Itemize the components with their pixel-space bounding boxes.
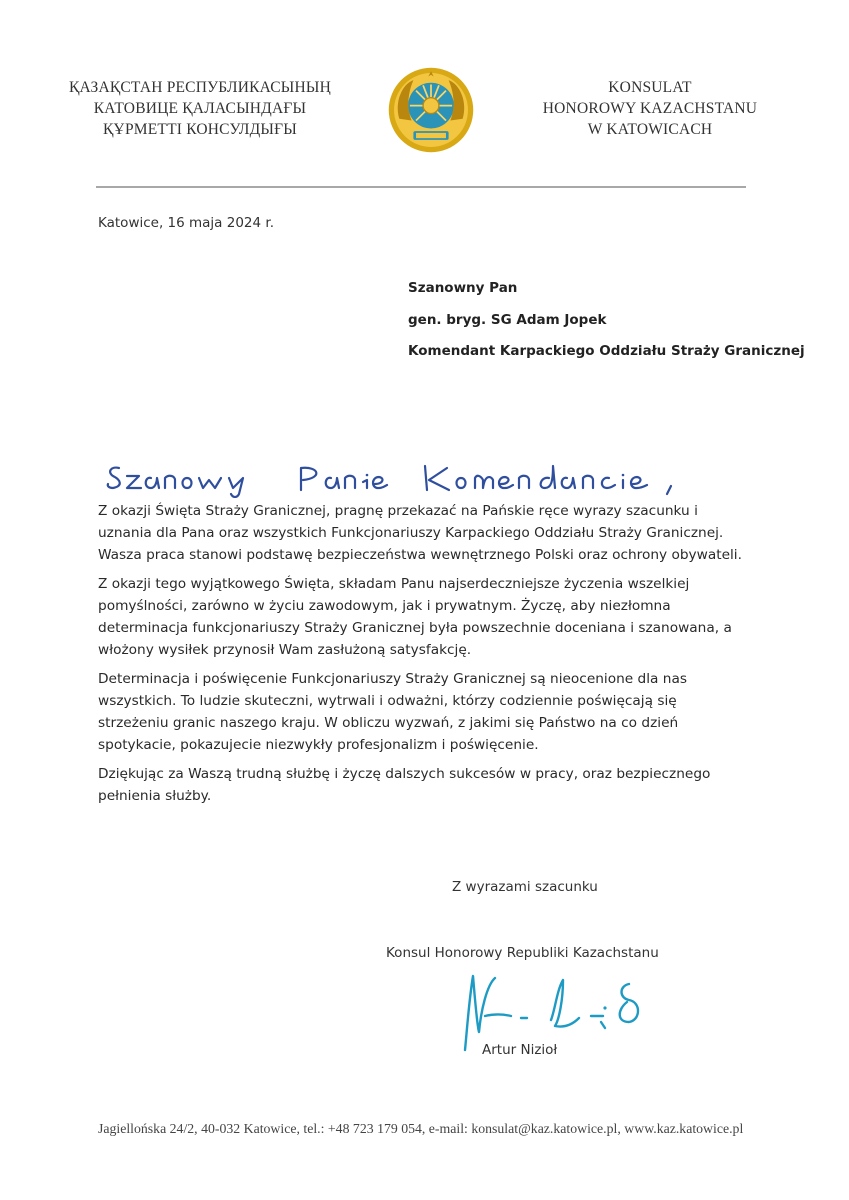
kazakhstan-emblem-icon	[387, 66, 475, 154]
closing-phrase: Z wyrazami szacunku	[452, 879, 598, 895]
signer-title: Konsul Honorowy Republiki Kazachstanu	[386, 945, 659, 961]
letter-paragraph: Z okazji Święta Straży Granicznej, pragnę przekazać na Pańskie ręce wyrazy szacunku i uznania dla Pana oraz wszystkich Funkcjonariuszy Karpackiego Oddziału Straży Granicznej. Wasza praca stanowi podstawę bezpieczeństwa wewnętrznego Polski oraz ochrony obywateli.	[98, 503, 742, 563]
header-divider	[96, 186, 746, 188]
addressee-greeting: Szanowny Pan	[408, 280, 518, 296]
header-polish-name	[520, 77, 780, 140]
signer-name: Artur Nizioł	[482, 1042, 558, 1058]
letter-paragraph: Z okazji tego wyjątkowego Święta, składam Panu najserdeczniejsze życzenia wszelkiej pomyślności, zarówno w życiu zawodowym, jak i prywatnym. Życzę, aby niezłomna determinacja funkcjonariuszy Straży Granicznej była powszechnie doceniana i szanowana, a włożony wysiłek przynosił Wam zasłużoną satysfakcję.	[98, 576, 732, 658]
header-kazakh-line: КАТОВИЦЕ ҚАЛАСЫНДАҒЫ	[93, 100, 307, 117]
header-kazakh-name	[60, 77, 340, 140]
header-kazakh-line: ҚҰРМЕТТІ КОНСУЛДЫҒЫ	[103, 121, 297, 138]
header-polish-line: HONOROWY KAZACHSTANU	[542, 100, 758, 117]
header-polish-line: KONSULAT	[608, 79, 692, 96]
handwritten-salutation	[105, 458, 705, 498]
letter-paragraph: Determinacja i poświęcenie Funkcjonariuszy Straży Granicznej są nieocenione dla nas wszystkich. To ludzie skuteczni, wytrwali i odważni, którzy codziennie poświęcają się strzeżeniu granic naszego kraju. W obliczu wyzwań, z jakimi się Państwo na co dzień spotykacie, pokazujecie niezwykły profesjonalizm i poświęcenie.	[98, 671, 687, 753]
footer-contact: Jagiellońska 24/2, 40-032 Katowice, tel.: +48 723 179 054, e-mail: konsulat@kaz.katowice.pl, www.kaz.katowice.pl	[98, 1121, 744, 1136]
letter-date: Katowice, 16 maja 2024 r.	[98, 215, 275, 231]
addressee-position: Komendant Karpackiego Oddziału Straży Granicznej	[408, 343, 805, 359]
addressee-name: gen. bryg. SG Adam Jopek	[408, 312, 607, 328]
letter-paragraph: Dziękując za Waszą trudną służbę i życzę dalszych sukcesów w pracy, oraz bezpiecznego pełnienia służby.	[98, 766, 711, 804]
header-polish-line: W KATOWICACH	[587, 121, 713, 138]
header-kazakh-line: ҚАЗАҚСТАН РЕСПУБЛИКАСЫНЫҢ	[68, 79, 332, 96]
